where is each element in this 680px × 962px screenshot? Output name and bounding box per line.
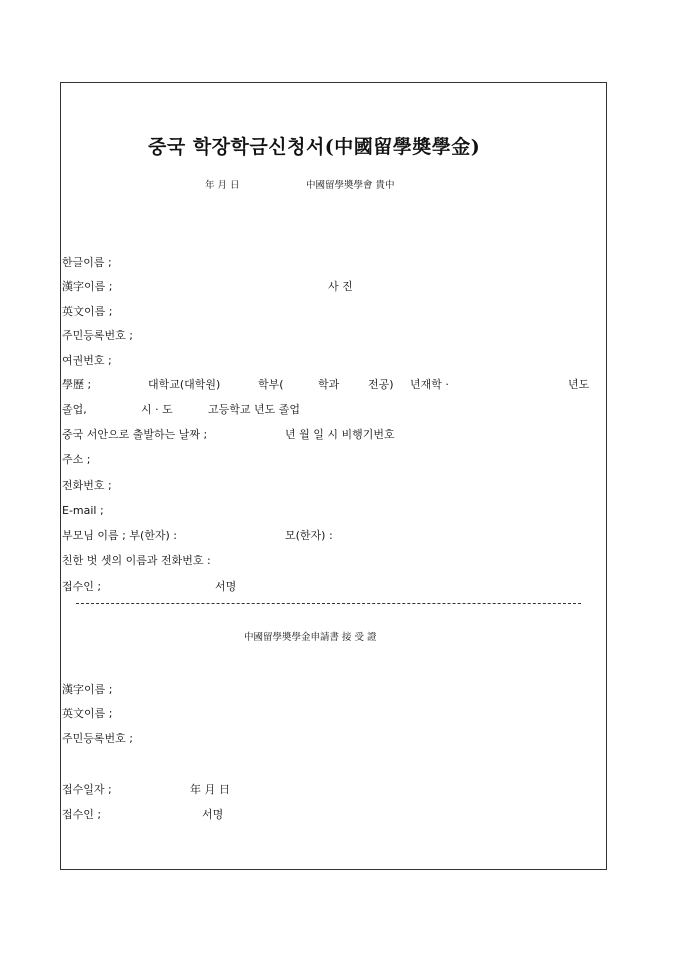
graduation-high-school: 고등학교 년도 졸업 (208, 403, 301, 416)
education-specialty: 전공) (368, 378, 394, 391)
receipt-title: 中國留學奬學金申請書 接 受 證 (244, 632, 377, 643)
receipt-date-fields: 年 月 日 (190, 783, 230, 796)
parents-father-field: 부모님 이름 ; 부(한자) : (62, 529, 177, 542)
chinese-name-field: 漢字이름 ; (62, 280, 113, 293)
receipt-resident-number-field: 주민등록번호 ; (62, 732, 133, 745)
education-university: 대학교(대학원) (148, 378, 221, 391)
departure-date-fields: 년 월 일 시 비행기번호 (285, 428, 395, 441)
receipt-chinese-name-field: 漢字이름 ; (62, 683, 113, 696)
education-major: 학과 (318, 378, 340, 391)
education-label: 學歷 ; (62, 378, 92, 391)
receipt-date-label: 접수일자 ; (62, 783, 112, 796)
address-field: 주소 ; (62, 453, 91, 466)
graduation-label: 졸업, (62, 403, 87, 416)
education-year: 년도 (568, 378, 590, 391)
receipt-receiver-field: 접수인 ; (62, 808, 102, 821)
graduation-city: 시 · 도 (141, 403, 173, 416)
education-status: 년재학 · (410, 378, 449, 391)
resident-number-field: 주민등록번호 ; (62, 329, 133, 342)
korean-name-field: 한글이름 ; (62, 256, 112, 269)
english-name-field: 英文이름 ; (62, 305, 113, 318)
signature-label: 서명 (215, 580, 237, 593)
form-title: 중국 학장학금신청서(中國留學奬學金) (148, 136, 481, 158)
parents-mother-field: 모(한자) : (285, 529, 333, 542)
form-recipient-line: 中國留學奬學會 貴中 (306, 180, 395, 191)
passport-number-field: 여권번호 ; (62, 354, 112, 367)
receipt-english-name-field: 英文이름 ; (62, 707, 113, 720)
receipt-signature-label: 서명 (202, 808, 224, 821)
friends-contact-field: 친한 벗 셋의 이름과 전화번호 : (62, 554, 211, 567)
education-department: 학부( (258, 378, 284, 391)
email-field: E-mail ; (62, 504, 104, 517)
departure-date-label: 중국 서안으로 출발하는 날짜 ; (62, 428, 208, 441)
form-page-frame (60, 82, 607, 870)
form-date-line: 年 月 日 (205, 180, 240, 191)
receiver-field: 접수인 ; (62, 580, 102, 593)
phone-field: 전화번호 ; (62, 479, 112, 492)
cut-line-divider (76, 603, 581, 604)
photo-label: 사 진 (328, 280, 353, 293)
